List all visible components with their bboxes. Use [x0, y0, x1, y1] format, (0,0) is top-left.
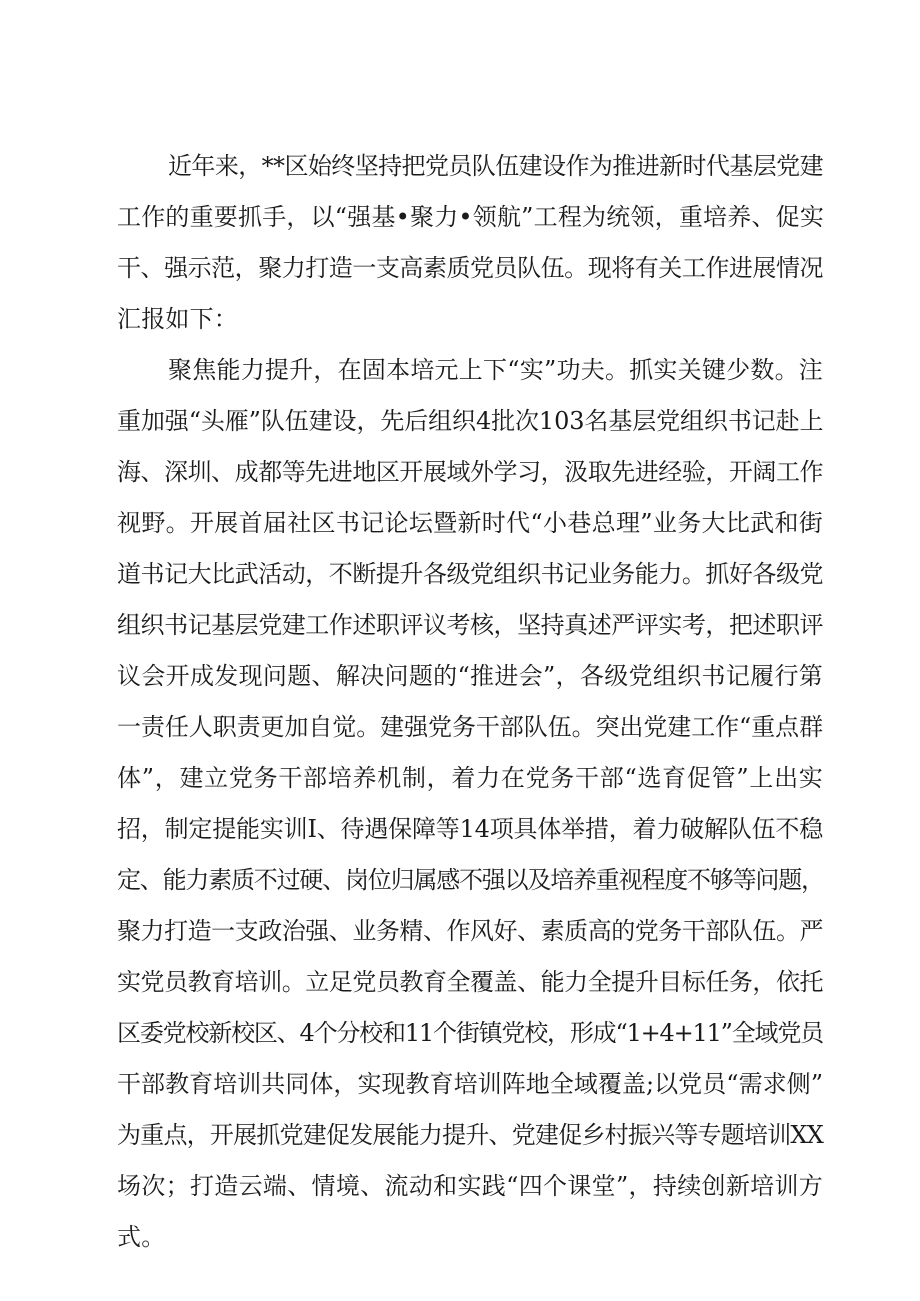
paragraph-capability	[117, 345, 823, 1263]
paragraph-line: 干部教育培训共同体，实现教育培训阵地全域覆盖;以党员“需求侧”	[117, 1070, 823, 1098]
paragraph-line: 视野。开展首届社区书记论坛暨新时代“小巷总理”业务大比武和街	[117, 509, 823, 537]
paragraph-line: 场次；打造云端、情境、流动和实践“四个课堂”，持续创新培训方	[117, 1172, 823, 1200]
paragraph-line: 聚焦能力提升，在固本培元上下“实”功夫。抓实关键少数。注	[168, 356, 823, 384]
paragraph-line: 实党员教育培训。立足党员教育全覆盖、能力全提升目标任务，依托	[117, 968, 823, 996]
paragraph-line: 工作的重要抓手，以“强基•聚力•领航”工程为统领，重培养、促实	[117, 203, 825, 231]
paragraph-line: 近年来，**区始终坚持把党员队伍建设作为推进新时代基层党建	[168, 152, 823, 180]
paragraph-line: 议会开成发现问题、解决问题的“推进会”，各级党组织书记履行第	[117, 662, 823, 690]
paragraph-line: 海、深圳、成都等先进地区开展域外学习，汲取先进经验，开阔工作	[117, 458, 823, 486]
paragraph-line: 汇报如下：	[117, 305, 238, 333]
paragraph-line: 招，制定提能实训I、待遇保障等14项具体举措，着力破解队伍不稳	[117, 815, 823, 843]
paragraph-line: 组织书记基层党建工作述职评议考核，坚持真述严评实考，把述职评	[117, 611, 823, 639]
paragraph-line: 重加强“头雁”队伍建设，先后组织4批次103名基层党组织书记赴上	[117, 407, 824, 435]
paragraph-line: 为重点，开展抓党建促发展能力提升、党建促乡村振兴等专题培训XX	[117, 1121, 823, 1149]
paragraph-line: 聚力打造一支政治强、业务精、作风好、素质高的党务干部队伍。严	[117, 917, 823, 945]
paragraph-line: 干、强示范，聚力打造一支高素质党员队伍。现将有关工作进展情况	[117, 254, 823, 282]
paragraph-line: 道书记大比武活动，不断提升各级党组织书记业务能力。抓好各级党	[117, 560, 823, 588]
paragraph-line: 定、能力素质不过硬、岗位归属感不强以及培养重视程度不够等问题，	[117, 866, 824, 894]
paragraph-line: 一责任人职责更加自觉。建强党务干部队伍。突出党建工作“重点群	[117, 713, 823, 741]
paragraph-line: 体”，建立党务干部培养机制，着力在党务干部“选育促管”上出实	[117, 764, 823, 792]
paragraph-line: 区委党校新校区、4个分校和11个街镇党校，形成“1+4+11”全域党员	[117, 1019, 823, 1047]
paragraph-line: 式。	[117, 1223, 166, 1251]
paragraph-intro	[117, 141, 823, 345]
